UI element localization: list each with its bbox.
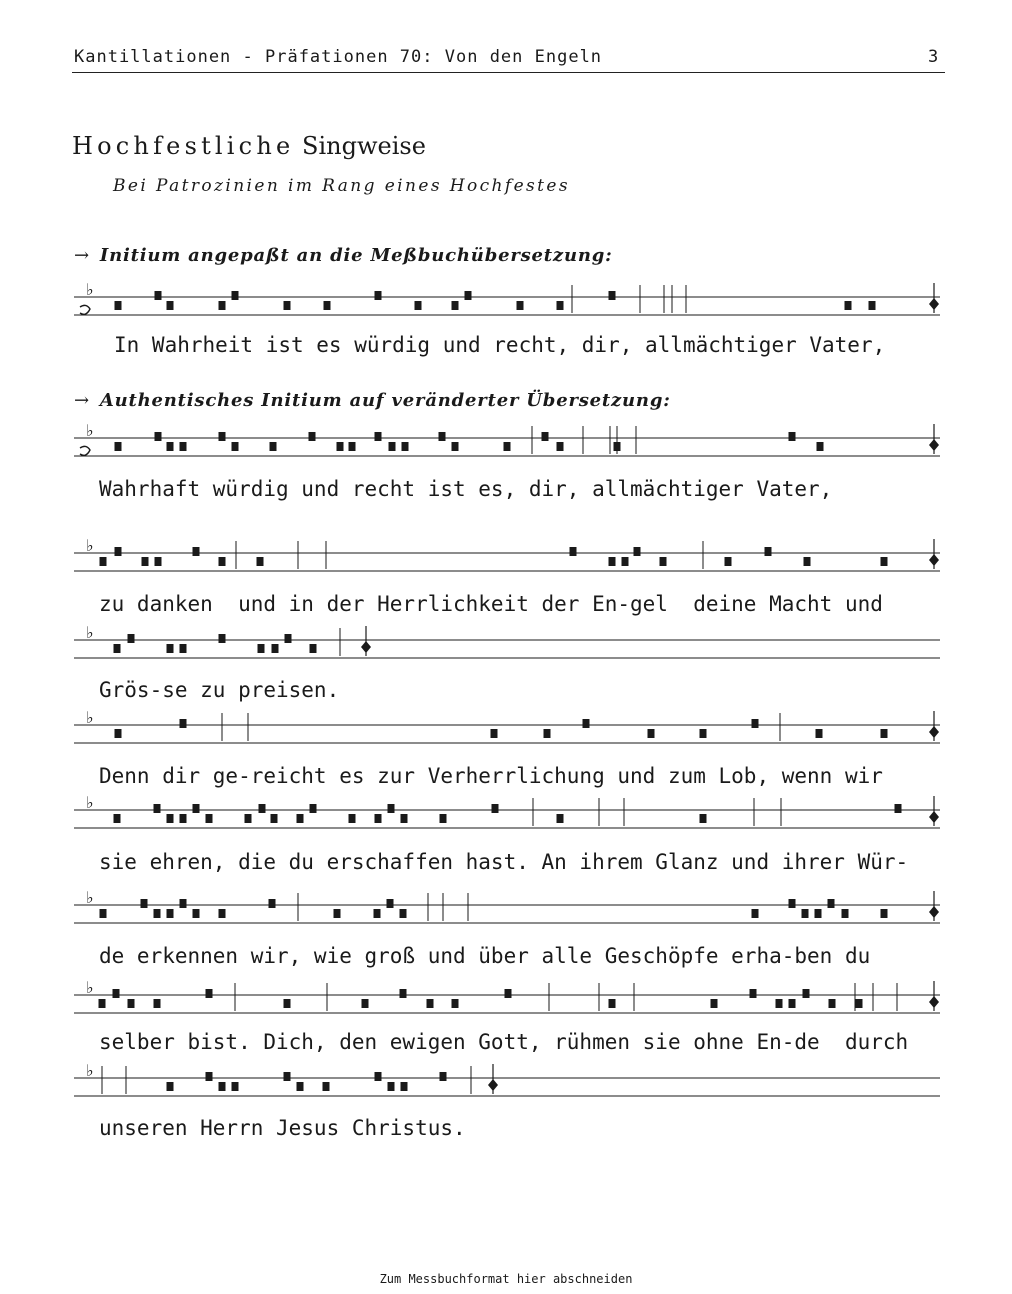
neume-note <box>491 729 498 738</box>
arrow-icon: → <box>74 390 90 411</box>
footer-note: Zum Messbuchformat hier abschneiden <box>379 1272 633 1286</box>
neume-note <box>752 719 759 728</box>
neume-note <box>401 1082 408 1091</box>
initium-heading-text: Initium angepaßt an die Meßbuchübersetzung: <box>99 245 613 266</box>
neume-note <box>219 557 226 566</box>
neume-note <box>583 719 590 728</box>
neume-note <box>258 644 265 653</box>
neume-note <box>816 729 823 738</box>
neume-note <box>155 291 162 300</box>
neume-note <box>750 989 757 998</box>
neume-note <box>324 301 331 310</box>
neume-note <box>323 1082 330 1091</box>
lyric-line: sie ehren, die du erschaffen hast. An ihrem Glanz und ihrer Wür- <box>99 850 909 874</box>
neume-note <box>219 432 226 441</box>
neume-note <box>167 301 174 310</box>
lyric-line: selber bist. Dich, den ewigen Gott, rühmen sie ohne En-de durch <box>99 1030 909 1054</box>
neume-note <box>856 999 863 1008</box>
neume-note <box>452 999 459 1008</box>
neume-note <box>440 1072 447 1081</box>
neume-note <box>154 804 161 813</box>
neume-note <box>362 999 369 1008</box>
neume-note <box>167 909 174 918</box>
neume-note <box>803 989 810 998</box>
neume-note <box>765 547 772 556</box>
neume-note <box>193 804 200 813</box>
neume-note <box>374 909 381 918</box>
diamond-icon <box>929 726 939 738</box>
lyric-line: Grös-se zu preisen. <box>99 678 340 702</box>
neume-note <box>557 814 564 823</box>
flat-clef-icon: ♭ <box>86 623 94 642</box>
neume-note <box>154 909 161 918</box>
neume-note <box>115 729 122 738</box>
neume-note <box>115 442 122 451</box>
neume-note <box>272 644 279 653</box>
neume-note <box>142 557 149 566</box>
neume-note <box>817 442 824 451</box>
neume-note <box>155 557 162 566</box>
neume-note <box>388 1082 395 1091</box>
neume-note <box>334 909 341 918</box>
neume-note <box>752 909 759 918</box>
neume-note <box>180 814 187 823</box>
neume-note <box>113 989 120 998</box>
initium-heading-text: Authentisches Initium auf veränderter Übersetzung: <box>99 390 671 411</box>
flat-clef-icon: ♭ <box>86 1061 94 1080</box>
arrow-icon: → <box>74 245 90 266</box>
neume-note <box>375 1072 382 1081</box>
lyric-line: Denn dir ge-reicht es zur Verherrlichung und zum Lob, wenn wir <box>99 764 883 788</box>
neume-note <box>660 557 667 566</box>
neume-note <box>415 301 422 310</box>
neume-note <box>219 301 226 310</box>
lyric-line: Wahrhaft würdig und recht ist es, dir, allmächtiger Vater, <box>99 477 833 501</box>
diamond-icon <box>929 811 939 823</box>
neume-note <box>440 814 447 823</box>
neume-note <box>375 291 382 300</box>
neume-note <box>375 432 382 441</box>
neume-note <box>284 301 291 310</box>
neume-note <box>402 442 409 451</box>
neume-note <box>648 729 655 738</box>
neume-note <box>517 301 524 310</box>
neume-note <box>180 644 187 653</box>
neume-note <box>557 442 564 451</box>
neume-note <box>400 989 407 998</box>
neume-note <box>180 442 187 451</box>
neume-note <box>557 301 564 310</box>
neume-note <box>895 804 902 813</box>
neume-note <box>337 442 344 451</box>
page-number: 3 <box>928 47 939 67</box>
neume-note <box>271 814 278 823</box>
neume-note <box>232 442 239 451</box>
neume-note <box>881 909 888 918</box>
neume-note <box>114 644 121 653</box>
neume-note <box>711 999 718 1008</box>
neume-note <box>297 1082 304 1091</box>
neume-note <box>504 442 511 451</box>
neume-note <box>842 909 849 918</box>
neume-note <box>349 814 356 823</box>
neume-note <box>544 729 551 738</box>
neume-note <box>789 999 796 1008</box>
neume-note <box>180 719 187 728</box>
neume-note <box>193 909 200 918</box>
neume-note <box>439 432 446 441</box>
neume-note <box>570 547 577 556</box>
neume-note <box>542 432 549 441</box>
neume-note <box>700 729 707 738</box>
neume-note <box>206 814 213 823</box>
neume-note <box>609 291 616 300</box>
neume-note <box>167 644 174 653</box>
neume-note <box>310 644 317 653</box>
lyric-line: In Wahrheit ist es würdig und recht, dir, allmächtiger Vater, <box>114 333 886 357</box>
flat-clef-icon: ♭ <box>86 708 94 727</box>
neume-note <box>128 999 135 1008</box>
flat-clef-icon: ♭ <box>86 978 94 997</box>
diamond-icon <box>929 906 939 918</box>
neume-note <box>141 899 148 908</box>
neume-note <box>309 432 316 441</box>
lyric-line: unseren Herrn Jesus Christus. <box>99 1116 466 1140</box>
neume-note <box>99 999 106 1008</box>
neume-note <box>789 899 796 908</box>
c-clef-icon <box>80 446 90 455</box>
neume-note <box>115 547 122 556</box>
neume-note <box>167 442 174 451</box>
neume-note <box>789 432 796 441</box>
neume-note <box>128 634 135 643</box>
flat-clef-icon: ♭ <box>86 536 94 555</box>
neume-note <box>114 814 121 823</box>
neume-note <box>154 999 161 1008</box>
neume-note <box>881 557 888 566</box>
diamond-icon <box>929 554 939 566</box>
neume-note <box>349 442 356 451</box>
neume-note <box>700 814 707 823</box>
neume-note <box>284 999 291 1008</box>
lyric-line: de erkennen wir, wie groß und über alle Geschöpfe erha-ben du <box>99 944 871 968</box>
neume-note <box>401 814 408 823</box>
neume-note <box>155 432 162 441</box>
neume-note <box>297 814 304 823</box>
neume-note <box>206 989 213 998</box>
neume-note <box>100 909 107 918</box>
neume-note <box>167 1082 174 1091</box>
neume-note <box>219 909 226 918</box>
neume-note <box>232 1082 239 1091</box>
neume-note <box>388 804 395 813</box>
neume-note <box>452 301 459 310</box>
neume-note <box>167 814 174 823</box>
header-title: Kantillationen - Präfationen 70: Von den Engeln <box>74 47 603 67</box>
neume-note <box>869 301 876 310</box>
diamond-icon <box>929 996 939 1008</box>
neume-note <box>725 557 732 566</box>
neume-note <box>452 442 459 451</box>
neume-note <box>257 557 264 566</box>
neume-note <box>245 814 252 823</box>
neume-note <box>622 557 629 566</box>
neume-note <box>193 547 200 556</box>
neume-note <box>219 1082 226 1091</box>
neume-note <box>829 999 836 1008</box>
neume-note <box>815 909 822 918</box>
neume-note <box>802 909 809 918</box>
neume-note <box>180 899 187 908</box>
section-title-spaced: Hochfestliche <box>72 132 295 160</box>
neume-note <box>804 557 811 566</box>
neume-note <box>609 999 616 1008</box>
neume-note <box>284 1072 291 1081</box>
neume-note <box>115 301 122 310</box>
c-clef-icon <box>80 305 90 314</box>
section-title-rest: Singweise <box>294 132 426 160</box>
flat-clef-icon: ♭ <box>86 888 94 907</box>
neume-note <box>776 999 783 1008</box>
lyric-line: zu danken und in der Herrlichkeit der En-gel deine Macht und <box>99 592 883 616</box>
neume-note <box>828 899 835 908</box>
neume-note <box>389 442 396 451</box>
neume-note <box>206 1072 213 1081</box>
neume-note <box>219 634 226 643</box>
flat-clef-icon: ♭ <box>86 280 94 299</box>
neume-note <box>387 899 394 908</box>
diamond-icon <box>929 439 939 451</box>
neume-note <box>100 557 107 566</box>
neume-note <box>427 999 434 1008</box>
neume-note <box>285 634 292 643</box>
section-subtitle: Bei Patrozinien im Rang eines Hochfestes <box>113 176 570 196</box>
neume-note <box>400 909 407 918</box>
neume-note <box>845 301 852 310</box>
neume-note <box>465 291 472 300</box>
neume-note <box>505 989 512 998</box>
neume-note <box>375 814 382 823</box>
neume-note <box>259 804 266 813</box>
flat-clef-icon: ♭ <box>86 793 94 812</box>
neume-note <box>232 291 239 300</box>
neume-note <box>881 729 888 738</box>
neume-note <box>269 899 276 908</box>
flat-clef-icon: ♭ <box>86 421 94 440</box>
neume-note <box>310 804 317 813</box>
neume-note <box>492 804 499 813</box>
neume-note <box>270 442 277 451</box>
neume-note <box>634 547 641 556</box>
diamond-icon <box>361 641 371 653</box>
diamond-icon <box>929 298 939 310</box>
diamond-icon <box>488 1079 498 1091</box>
neume-note <box>609 557 616 566</box>
